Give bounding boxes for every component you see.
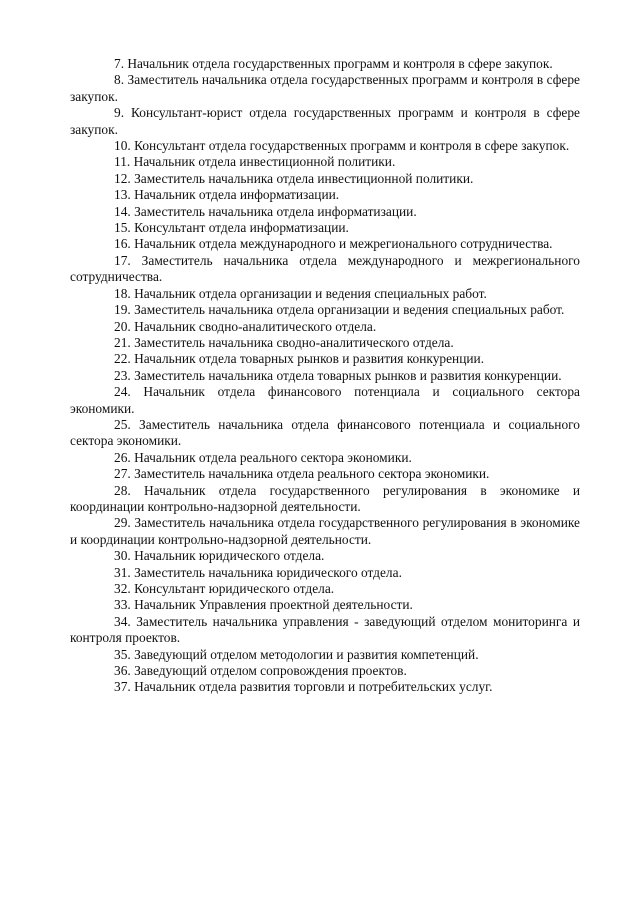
list-item: 37. Начальник отдела развития торговли и потребительских услуг.	[114, 679, 493, 695]
list-item: 27. Заместитель начальника отдела реального сектора экономики.	[114, 466, 490, 482]
list-item: 7. Начальник отдела государственных программ и контроля в сфере закупок.	[114, 56, 553, 71]
list-item: 21. Заместитель начальника сводно-аналитического отдела.	[114, 334, 454, 350]
list-item: 17. Заместитель начальника отдела международного и межрегионального сотрудничества.	[70, 252, 580, 285]
list-item: 23. Заместитель начальника отдела товарных рынков и развития конкуренции.	[114, 367, 562, 383]
list-item: 14. Заместитель начальника отдела информатизации.	[114, 203, 417, 219]
list-item: 10. Консультант отдела государственных программ и контроля в сфере закупок.	[114, 138, 570, 154]
list-item: 8. Заместитель начальника отдела государственных программ и контроля в сфере закупок.	[70, 72, 580, 104]
list-item: 9. Консультант-юрист отдела государственных программ и контроля в сфере закупок.	[70, 105, 580, 137]
list-item: 26. Начальник отдела реального сектора экономики.	[114, 449, 412, 465]
list-item: 11. Начальник отдела инвестиционной политики.	[114, 154, 396, 170]
list-item: 24. Начальник отдела финансового потенциала и социального сектора экономики.	[70, 384, 580, 416]
list-item: 33. Начальник Управления проектной деятельности.	[114, 597, 413, 613]
list-item: 18. Начальник отдела организации и ведения специальных работ.	[114, 285, 487, 301]
list-item: 25. Заместитель начальника отдела финансового потенциала и социального сектора экономики.	[70, 416, 580, 449]
list-item: 12. Заместитель начальника отдела инвестиционной политики.	[114, 170, 474, 186]
list-item: 15. Консультант отдела информатизации.	[114, 220, 349, 236]
list-item: 13. Начальник отдела информатизации.	[114, 187, 340, 203]
list-item: 35. Заведующий отделом методологии и развития компетенций.	[114, 646, 479, 662]
list-item: 34. Заместитель начальника управления - заведующий отделом мониторинга и контроля проектов.	[70, 613, 580, 646]
list-item: 36. Заведующий отделом сопровождения проектов.	[114, 663, 407, 679]
list-item: 29. Заместитель начальника отдела государственного регулирования в экономике и координации контрольно-надзорной деятельности.	[70, 515, 580, 547]
list-item: 32. Консультант юридического отдела.	[114, 581, 335, 596]
list-item: 16. Начальник отдела международного и межрегионального сотрудничества.	[114, 236, 553, 252]
list-item: 20. Начальник сводно-аналитического отдела.	[114, 318, 377, 334]
list-item: 28. Начальник отдела государственного регулирования в экономике и координации контрольно-надзорной деятельности.	[70, 482, 580, 514]
list-item: 19. Заместитель начальника отдела организации и ведения специальных работ.	[114, 302, 565, 318]
list-item: 30. Начальник юридического отдела.	[114, 548, 325, 564]
list-item: 31. Заместитель начальника юридического отдела.	[114, 564, 402, 580]
list-item: 22. Начальник отдела товарных рынков и развития конкуренции.	[114, 351, 485, 367]
positions-list	[70, 56, 580, 696]
